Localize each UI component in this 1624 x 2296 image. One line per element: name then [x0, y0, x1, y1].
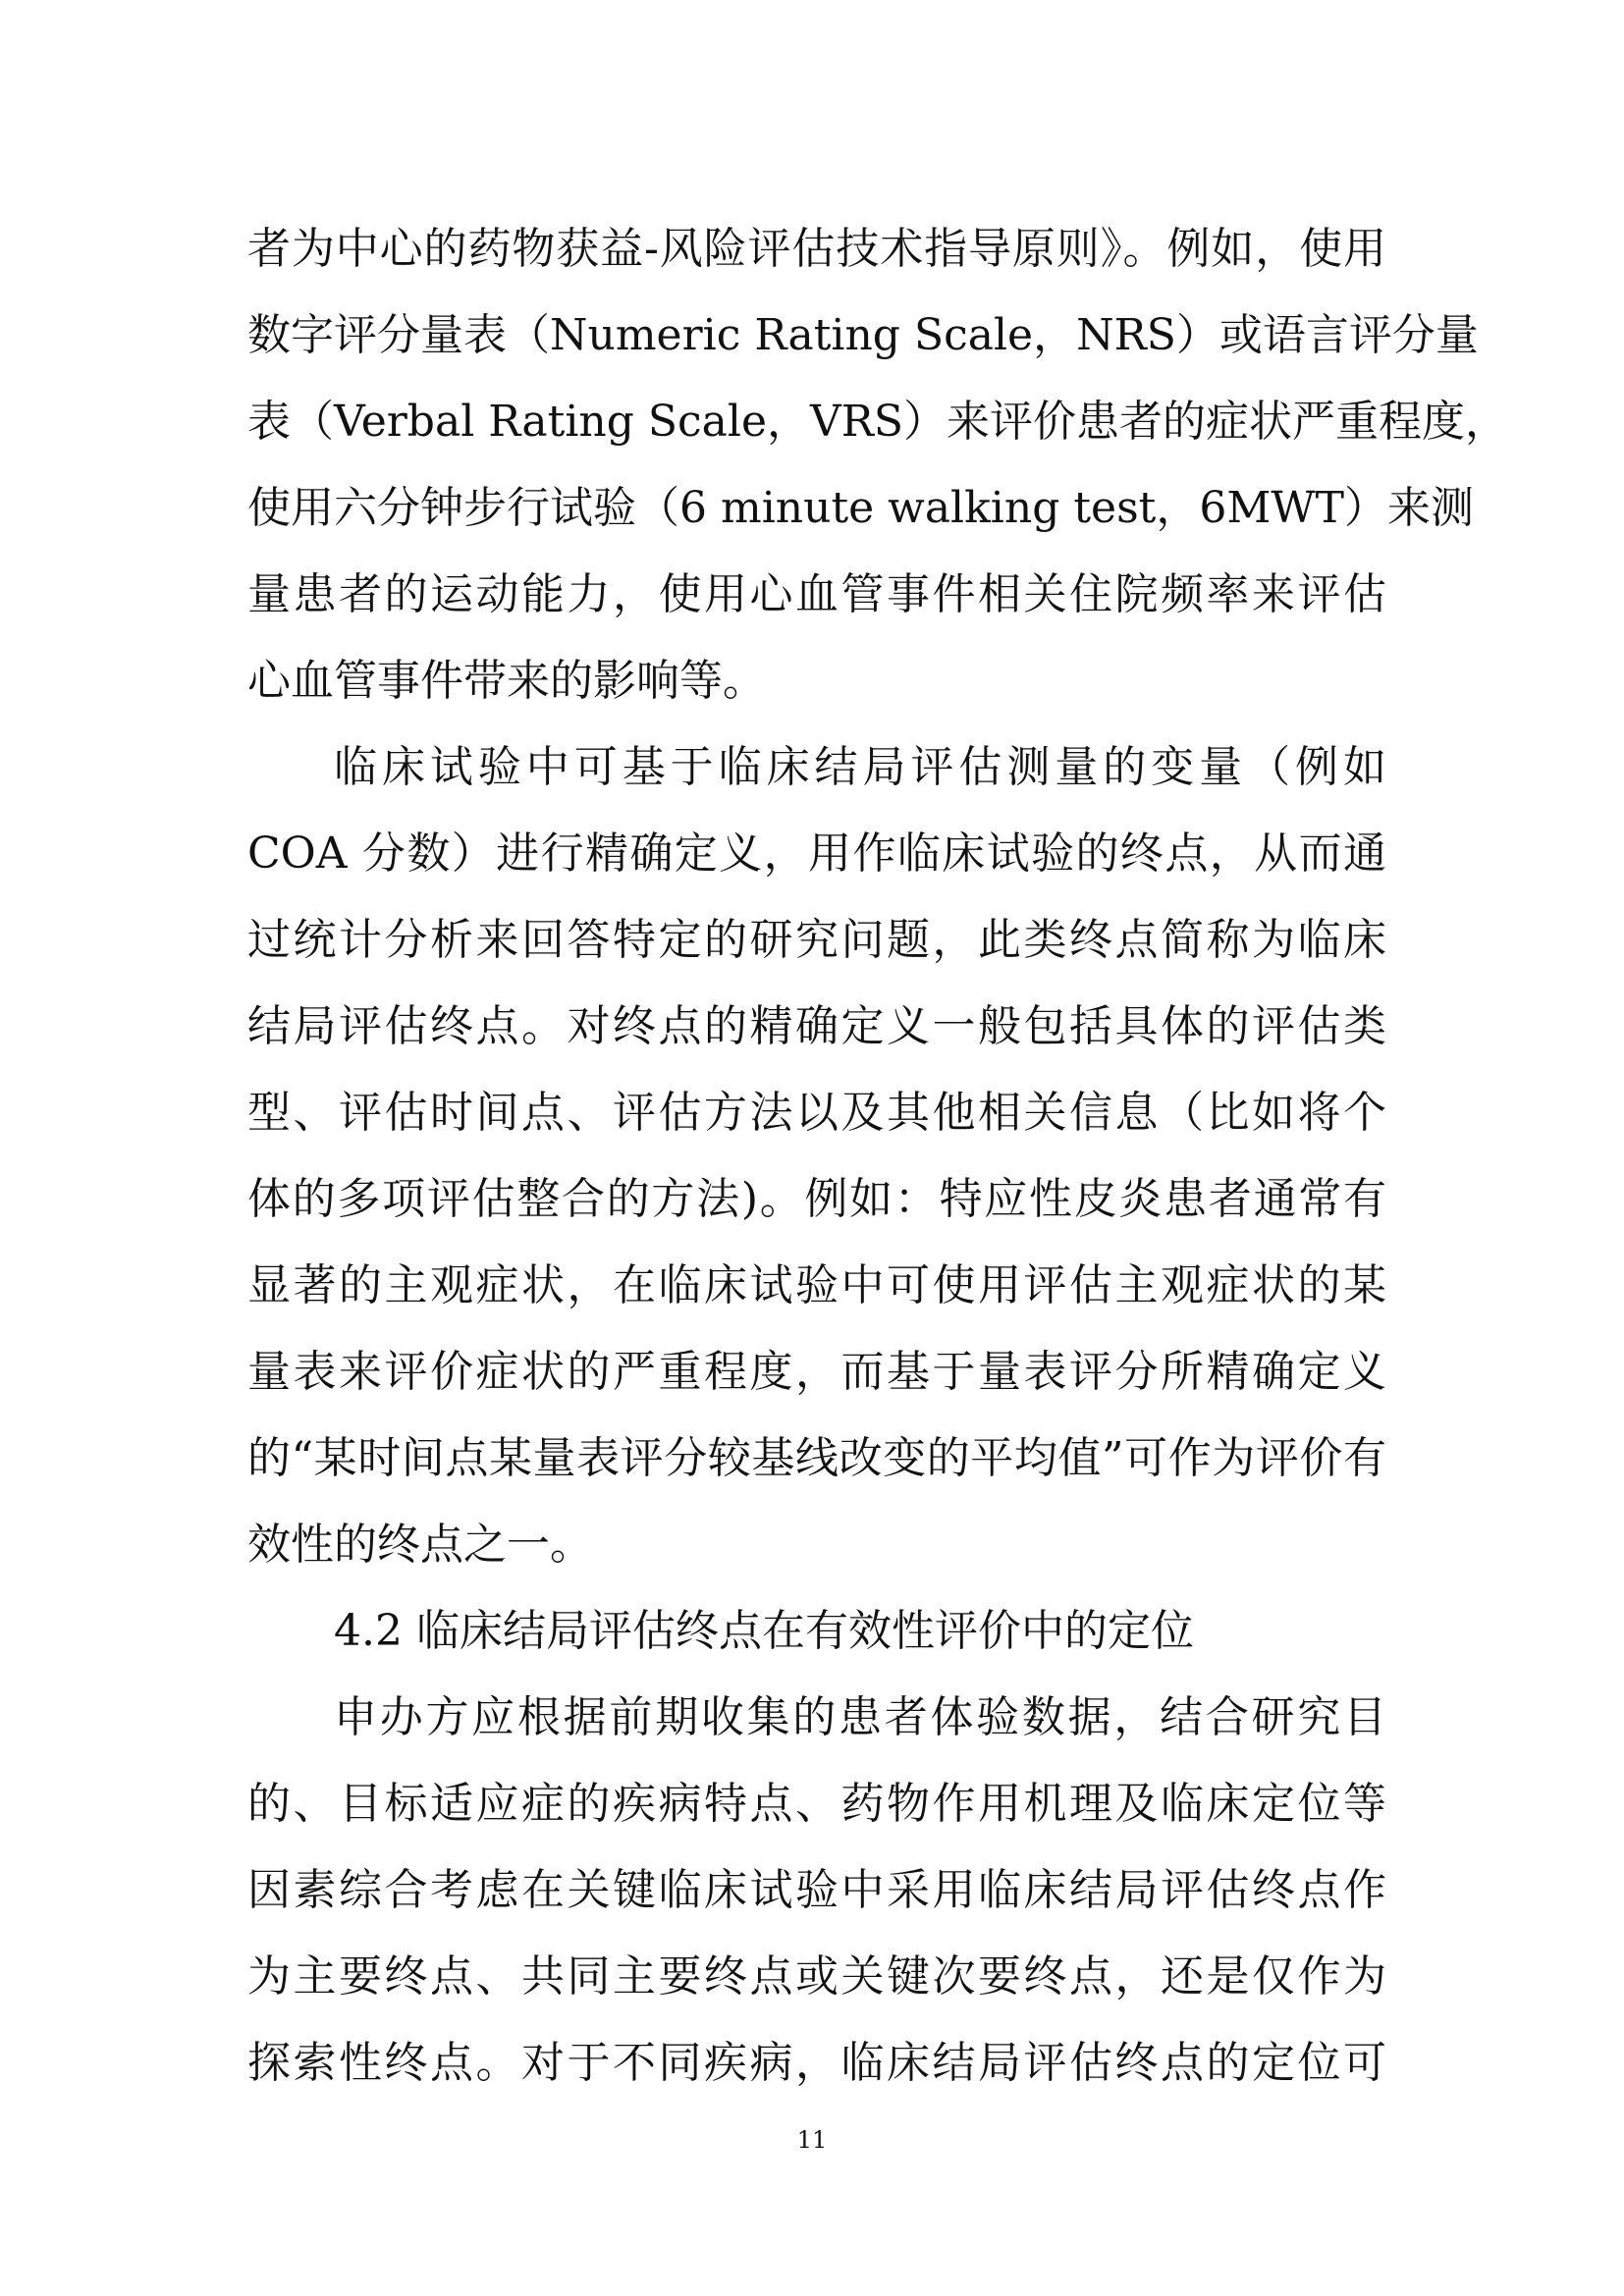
text-line: 量患者的运动能力，使用心血管事件相关住院频率来评估: [247, 569, 1386, 619]
text-line: 为主要终点、共同主要终点或关键次要终点，还是仅作为: [247, 1951, 1386, 2002]
text-line: 使用六分钟步行试验（6 minute walking test，6MWT）来测: [247, 483, 1474, 533]
text-line: 体的多项评估整合的方法)。例如：特应性皮炎患者通常有: [247, 1174, 1386, 1224]
text-line: 心血管事件带来的影响等。: [247, 656, 766, 706]
text-line: COA 分数）进行精确定义，用作临床试验的终点，从而通: [247, 828, 1386, 879]
text-line: 表（Verbal Rating Scale，VRS）来评价患者的症状严重程度，: [247, 397, 1509, 447]
section-heading: 4.2 临床结局评估终点在有效性评价中的定位: [334, 1606, 1194, 1656]
text-line: 量表来评价症状的严重程度，而基于量表评分所精确定义: [247, 1347, 1386, 1397]
text-line: 显著的主观症状，在临床试验中可使用评估主观症状的某: [247, 1260, 1386, 1310]
text-line: 临床试验中可基于临床结局评估测量的变量（例如: [334, 742, 1386, 792]
text-line: 因素综合考虑在关键临床试验中采用临床结局评估终点作: [247, 1865, 1386, 1915]
text-line: 型、评估时间点、评估方法以及其他相关信息（比如将个: [247, 1088, 1386, 1138]
text-line: 数字评分量表（Numeric Rating Scale，NRS）或语言评分量: [247, 310, 1479, 360]
text-line: 的、目标适应症的疾病特点、药物作用机理及临床定位等: [247, 1779, 1386, 1829]
text-line: 申办方应根据前期收集的患者体验数据，结合研究目: [334, 1692, 1386, 1742]
text-line: 效性的终点之一。: [247, 1520, 593, 1570]
text-line: 过统计分析来回答特定的研究问题，此类终点简称为临床: [247, 915, 1386, 965]
text-line: 的“某时间点某量表评分较基线改变的平均值”可作为评价有: [247, 1433, 1386, 1483]
page-number: 11: [796, 2126, 828, 2154]
text-line: 结局评估终点。对终点的精确定义一般包括具体的评估类: [247, 1001, 1386, 1051]
text-line: 者为中心的药物获益-风险评估技术指导原则》。例如，使用: [247, 224, 1386, 274]
text-line: 探索性终点。对于不同疾病，临床结局评估终点的定位可: [247, 2038, 1386, 2088]
